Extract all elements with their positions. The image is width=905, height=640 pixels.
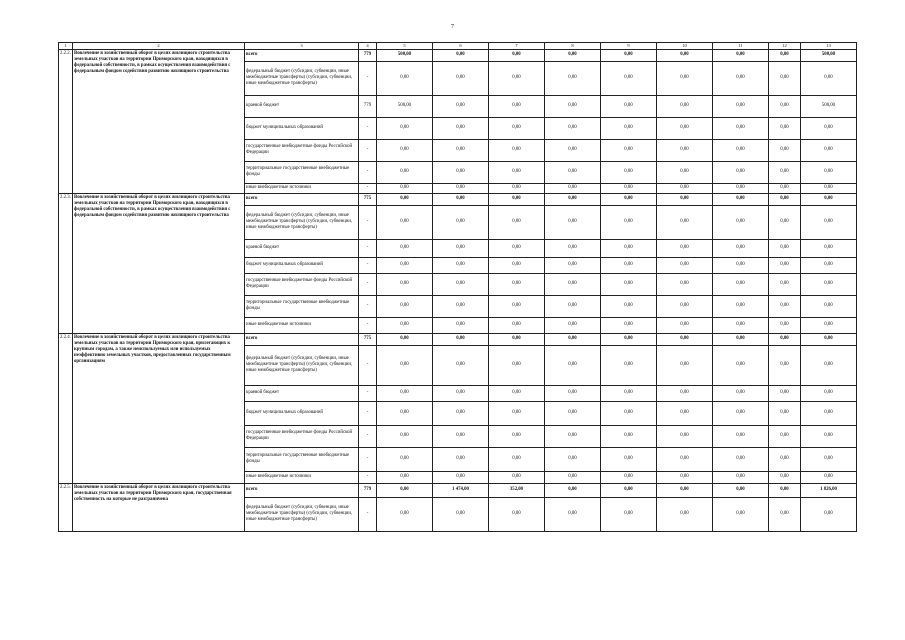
amount-cell: 0,00 (713, 385, 769, 401)
administrator-code: - (359, 239, 377, 257)
amount-cell: 0,00 (769, 317, 801, 333)
amount-cell: 0,00 (545, 295, 601, 317)
funding-source: государственные внебюджетные фонды Российской Федерации (245, 139, 359, 161)
budget-table (58, 42, 857, 532)
amount-cell: 0,00 (377, 401, 433, 425)
amount-cell: 500,00 (377, 49, 433, 61)
amount-cell: 0,00 (377, 483, 433, 497)
amount-cell: 0,00 (601, 317, 657, 333)
amount-cell: 0,00 (769, 425, 801, 447)
amount-cell: 0,00 (489, 239, 545, 257)
funding-source: территориальные государственные внебюджетные фонды (245, 161, 359, 183)
amount-cell: 0,00 (713, 61, 769, 95)
amount-cell: 0,00 (713, 183, 769, 193)
amount-cell: 0,00 (769, 139, 801, 161)
funding-source: федеральный бюджет (субсидии, субвенции, иные межбюджетные трансферты) (субсидии, субвенции, иные межбюджетные трансферты) (245, 205, 359, 239)
column-number-3: 3 (245, 43, 359, 50)
column-number-1: 1 (59, 43, 73, 50)
amount-cell: 0,00 (713, 471, 769, 483)
amount-cell: 0,00 (545, 95, 601, 117)
amount-cell: 0,00 (433, 333, 489, 345)
amount-cell: 0,00 (801, 193, 857, 205)
amount-cell: 0,00 (377, 471, 433, 483)
amount-cell: 0,00 (545, 139, 601, 161)
amount-cell: 0,00 (601, 447, 657, 471)
amount-cell: 0,00 (801, 61, 857, 95)
amount-cell: 0,00 (657, 95, 713, 117)
funding-source: территориальные государственные внебюджетные фонды (245, 447, 359, 471)
amount-cell: 0,00 (801, 295, 857, 317)
amount-cell: 0,00 (657, 257, 713, 273)
amount-cell: 500,00 (801, 95, 857, 117)
amount-cell: 0,00 (801, 139, 857, 161)
amount-cell: 0,00 (545, 401, 601, 425)
amount-cell: 0,00 (489, 257, 545, 273)
amount-cell: 0,00 (489, 401, 545, 425)
funding-source: федеральный бюджет (субсидии, субвенции, иные межбюджетные трансферты) (субсидии, субвенции, иные межбюджетные трансферты) (245, 345, 359, 385)
amount-cell: 0,00 (489, 273, 545, 295)
amount-cell: 0,00 (545, 257, 601, 273)
amount-cell: 0,00 (601, 401, 657, 425)
amount-cell: 0,00 (489, 447, 545, 471)
amount-cell: 0,00 (657, 333, 713, 345)
amount-cell: 0,00 (545, 425, 601, 447)
amount-cell: 0,00 (377, 183, 433, 193)
amount-cell: 0,00 (377, 425, 433, 447)
amount-cell: 0,00 (657, 117, 713, 139)
amount-cell: 0,00 (601, 295, 657, 317)
amount-cell: 0,00 (801, 317, 857, 333)
amount-cell: 0,00 (433, 205, 489, 239)
amount-cell: 0,00 (769, 471, 801, 483)
column-number-10: 10 (657, 43, 713, 50)
amount-cell: 0,00 (489, 117, 545, 139)
amount-cell: 0,00 (377, 497, 433, 531)
amount-cell: 0,00 (713, 139, 769, 161)
column-number-11: 11 (713, 43, 769, 50)
amount-cell: 0,00 (433, 161, 489, 183)
amount-cell: 0,00 (657, 139, 713, 161)
amount-cell: 0,00 (489, 161, 545, 183)
amount-cell: 0,00 (489, 95, 545, 117)
table-row (59, 483, 857, 497)
amount-cell: 0,00 (545, 61, 601, 95)
funding-source: всего (245, 193, 359, 205)
amount-cell: 0,00 (489, 61, 545, 95)
amount-cell: 0,00 (433, 95, 489, 117)
amount-cell: 0,00 (489, 425, 545, 447)
amount-cell: 0,00 (713, 401, 769, 425)
amount-cell: 0,00 (433, 49, 489, 61)
amount-cell: 0,00 (601, 239, 657, 257)
amount-cell: 0,00 (657, 205, 713, 239)
amount-cell: 0,00 (801, 345, 857, 385)
amount-cell: 0,00 (657, 161, 713, 183)
amount-cell: 0,00 (377, 257, 433, 273)
amount-cell: 0,00 (769, 273, 801, 295)
amount-cell: 0,00 (545, 239, 601, 257)
amount-cell: 0,00 (545, 497, 601, 531)
amount-cell: 0,00 (489, 205, 545, 239)
amount-cell: 0,00 (769, 61, 801, 95)
amount-cell: 0,00 (601, 333, 657, 345)
amount-cell: 0,00 (377, 295, 433, 317)
funding-source: краевой бюджет (245, 385, 359, 401)
funding-source: иные внебюджетные источники (245, 317, 359, 333)
section-code: 2.2.2. (59, 49, 73, 193)
amount-cell: 0,00 (769, 193, 801, 205)
amount-cell: 0,00 (545, 447, 601, 471)
amount-cell: 0,00 (769, 345, 801, 385)
administrator-code: 775 (359, 333, 377, 345)
amount-cell: 0,00 (769, 333, 801, 345)
amount-cell: 500,00 (377, 95, 433, 117)
amount-cell: 0,00 (545, 317, 601, 333)
amount-cell: 0,00 (657, 295, 713, 317)
amount-cell: 0,00 (769, 117, 801, 139)
administrator-code: - (359, 61, 377, 95)
amount-cell: 0,00 (377, 117, 433, 139)
amount-cell: 0,00 (489, 183, 545, 193)
amount-cell: 0,00 (713, 483, 769, 497)
administrator-code: - (359, 257, 377, 273)
amount-cell: 0,00 (545, 117, 601, 139)
amount-cell: 0,00 (657, 317, 713, 333)
amount-cell: 0,00 (545, 49, 601, 61)
amount-cell: 0,00 (713, 205, 769, 239)
funding-source: бюджет муниципальных образований (245, 117, 359, 139)
amount-cell: 0,00 (713, 447, 769, 471)
amount-cell: 0,00 (769, 161, 801, 183)
table-row (59, 49, 857, 61)
funding-source: иные внебюджетные источники (245, 471, 359, 483)
column-number-12: 12 (769, 43, 801, 50)
amount-cell: 0,00 (433, 257, 489, 273)
amount-cell: 0,00 (601, 61, 657, 95)
table-row (59, 333, 857, 345)
administrator-code: 779 (359, 95, 377, 117)
amount-cell: 0,00 (489, 193, 545, 205)
administrator-code: - (359, 471, 377, 483)
administrator-code: 779 (359, 483, 377, 497)
amount-cell: 0,00 (713, 95, 769, 117)
amount-cell: 0,00 (601, 497, 657, 531)
amount-cell: 0,00 (601, 117, 657, 139)
amount-cell: 0,00 (769, 183, 801, 193)
column-number-7: 7 (489, 43, 545, 50)
amount-cell: 0,00 (377, 193, 433, 205)
section-code: 2.2.3. (59, 193, 73, 333)
amount-cell: 0,00 (601, 183, 657, 193)
amount-cell: 0,00 (713, 317, 769, 333)
amount-cell: 0,00 (545, 161, 601, 183)
amount-cell: 0,00 (433, 139, 489, 161)
funding-source: государственные внебюджетные фонды Российской Федерации (245, 273, 359, 295)
column-number-4: 4 (359, 43, 377, 50)
amount-cell: 0,00 (769, 95, 801, 117)
amount-cell: 0,00 (713, 193, 769, 205)
amount-cell: 0,00 (433, 183, 489, 193)
section-code: 2.2.5. (59, 483, 73, 531)
amount-cell: 0,00 (433, 61, 489, 95)
funding-source: бюджет муниципальных образований (245, 257, 359, 273)
amount-cell: 0,00 (489, 317, 545, 333)
amount-cell: 0,00 (801, 257, 857, 273)
column-number-9: 9 (601, 43, 657, 50)
funding-source: федеральный бюджет (субсидии, субвенции, иные межбюджетные трансферты) (субсидии, субвенции, иные межбюджетные трансферты) (245, 497, 359, 531)
amount-cell: 0,00 (801, 183, 857, 193)
funding-source: иные внебюджетные источники (245, 183, 359, 193)
administrator-code: 779 (359, 49, 377, 61)
amount-cell: 0,00 (601, 49, 657, 61)
amount-cell: 0,00 (713, 117, 769, 139)
amount-cell: 0,00 (657, 239, 713, 257)
section-title: Вовлечение в хозяйственный оборот в целях жилищного строительства земельных участков на территории Приморского края, прилегающих к крупным городам, а также неиспользуемых или используемых неэффективно земельных участков, предоставленных государственным организациям (73, 333, 245, 483)
amount-cell: 0,00 (801, 273, 857, 295)
amount-cell: 0,00 (801, 161, 857, 183)
administrator-code: - (359, 497, 377, 531)
amount-cell: 0,00 (657, 497, 713, 531)
amount-cell: 0,00 (601, 345, 657, 385)
amount-cell: 0,00 (545, 385, 601, 401)
amount-cell: 0,00 (601, 385, 657, 401)
amount-cell: 0,00 (489, 345, 545, 385)
amount-cell: 0,00 (433, 239, 489, 257)
amount-cell: 0,00 (769, 447, 801, 471)
column-number-6: 6 (433, 43, 489, 50)
amount-cell: 0,00 (545, 333, 601, 345)
funding-source: территориальные государственные внебюджетные фонды (245, 295, 359, 317)
administrator-code: 775 (359, 193, 377, 205)
amount-cell: 0,00 (377, 345, 433, 385)
amount-cell: 0,00 (433, 447, 489, 471)
amount-cell: 0,00 (769, 483, 801, 497)
amount-cell: 0,00 (601, 95, 657, 117)
amount-cell: 0,00 (769, 49, 801, 61)
amount-cell: 500,00 (801, 49, 857, 61)
table-row (59, 193, 857, 205)
amount-cell: 0,00 (657, 345, 713, 385)
amount-cell: 0,00 (713, 239, 769, 257)
amount-cell: 0,00 (377, 139, 433, 161)
column-number-13: 13 (801, 43, 857, 50)
amount-cell: 0,00 (769, 239, 801, 257)
page-number: 7 (451, 24, 454, 30)
administrator-code: - (359, 317, 377, 333)
amount-cell: 0,00 (489, 295, 545, 317)
funding-source: всего (245, 49, 359, 61)
amount-cell: 0,00 (601, 471, 657, 483)
amount-cell: 0,00 (769, 295, 801, 317)
amount-cell: 0,00 (801, 447, 857, 471)
amount-cell: 0,00 (713, 49, 769, 61)
amount-cell: 0,00 (801, 205, 857, 239)
column-number-8: 8 (545, 43, 601, 50)
amount-cell: 0,00 (769, 257, 801, 273)
amount-cell: 0,00 (545, 345, 601, 385)
table-body (59, 43, 857, 532)
section-title: Вовлечение в хозяйственный оборот в целях жилищного строительства земельных участков на территории Приморского края, государственная собственность на которые не разграничена (73, 483, 245, 531)
amount-cell: 0,00 (601, 425, 657, 447)
amount-cell: 0,00 (713, 345, 769, 385)
column-number-2: 2 (73, 43, 245, 50)
amount-cell: 0,00 (601, 193, 657, 205)
amount-cell: 0,00 (377, 273, 433, 295)
amount-cell: 0,00 (433, 425, 489, 447)
administrator-code: - (359, 161, 377, 183)
amount-cell: 0,00 (433, 345, 489, 385)
amount-cell: 0,00 (657, 471, 713, 483)
amount-cell: 0,00 (801, 385, 857, 401)
amount-cell: 0,00 (601, 205, 657, 239)
amount-cell: 0,00 (657, 61, 713, 95)
administrator-code: - (359, 425, 377, 447)
amount-cell: 0,00 (801, 497, 857, 531)
amount-cell: 0,00 (489, 139, 545, 161)
funding-source: бюджет муниципальных образований (245, 401, 359, 425)
amount-cell: 0,00 (657, 483, 713, 497)
amount-cell: 0,00 (377, 333, 433, 345)
amount-cell: 0,00 (769, 497, 801, 531)
amount-cell: 0,00 (657, 273, 713, 295)
section-title: Вовлечение в хозяйственный оборот в целях жилищного строительства земельных участков на территории Приморского края, находящихся в федеральной собственности, в рамках осуществления взаимодействия с федеральным фондом содействия развитию жилищного строительства (73, 49, 245, 193)
amount-cell: 0,00 (713, 425, 769, 447)
amount-cell: 0,00 (433, 273, 489, 295)
amount-cell: 0,00 (433, 497, 489, 531)
amount-cell: 0,00 (377, 385, 433, 401)
amount-cell: 0,00 (601, 139, 657, 161)
amount-cell: 0,00 (801, 425, 857, 447)
amount-cell: 0,00 (433, 117, 489, 139)
amount-cell: 0,00 (657, 401, 713, 425)
amount-cell: 0,00 (545, 471, 601, 483)
amount-cell: 0,00 (545, 183, 601, 193)
column-number-row (59, 43, 857, 50)
amount-cell: 1 826,00 (801, 483, 857, 497)
amount-cell: 0,00 (601, 483, 657, 497)
administrator-code: - (359, 295, 377, 317)
funding-source: краевой бюджет (245, 239, 359, 257)
amount-cell: 0,00 (801, 239, 857, 257)
amount-cell: 0,00 (377, 205, 433, 239)
funding-source: федеральный бюджет (субсидии, субвенции, иные межбюджетные трансферты) (субсидии, субвенции, иные межбюджетные трансферты) (245, 61, 359, 95)
amount-cell: 0,00 (657, 193, 713, 205)
amount-cell: 0,00 (801, 471, 857, 483)
amount-cell: 0,00 (489, 497, 545, 531)
administrator-code: - (359, 205, 377, 239)
amount-cell: 0,00 (601, 273, 657, 295)
amount-cell: 1 474,00 (433, 483, 489, 497)
amount-cell: 0,00 (489, 385, 545, 401)
administrator-code: - (359, 117, 377, 139)
administrator-code: - (359, 273, 377, 295)
amount-cell: 0,00 (769, 385, 801, 401)
amount-cell: 0,00 (657, 183, 713, 193)
amount-cell: 0,00 (433, 317, 489, 333)
administrator-code: - (359, 385, 377, 401)
funding-source: краевой бюджет (245, 95, 359, 117)
amount-cell: 0,00 (489, 49, 545, 61)
administrator-code: - (359, 139, 377, 161)
amount-cell: 0,00 (377, 447, 433, 471)
amount-cell: 0,00 (545, 273, 601, 295)
amount-cell: 0,00 (489, 333, 545, 345)
section-title: Вовлечение в хозяйственный оборот в целях жилищного строительства земельных участков на территории Приморского края, находящихся в федеральной собственности, в рамках осуществления взаимодействия с федеральным фондом содействия развитию жилищного строительства (73, 193, 245, 333)
section-code: 2.2.4. (59, 333, 73, 483)
amount-cell: 0,00 (801, 117, 857, 139)
amount-cell: 0,00 (545, 193, 601, 205)
amount-cell: 0,00 (601, 257, 657, 273)
amount-cell: 0,00 (801, 333, 857, 345)
amount-cell: 0,00 (713, 497, 769, 531)
administrator-code: - (359, 447, 377, 471)
amount-cell: 0,00 (657, 425, 713, 447)
administrator-code: - (359, 401, 377, 425)
funding-source: всего (245, 333, 359, 345)
amount-cell: 0,00 (769, 205, 801, 239)
amount-cell: 0,00 (433, 471, 489, 483)
amount-cell: 0,00 (545, 483, 601, 497)
amount-cell: 0,00 (769, 401, 801, 425)
column-number-5: 5 (377, 43, 433, 50)
amount-cell: 0,00 (801, 401, 857, 425)
amount-cell: 0,00 (545, 205, 601, 239)
amount-cell: 0,00 (713, 257, 769, 273)
amount-cell: 0,00 (657, 447, 713, 471)
amount-cell: 0,00 (489, 471, 545, 483)
amount-cell: 0,00 (713, 273, 769, 295)
amount-cell: 352,00 (489, 483, 545, 497)
administrator-code: - (359, 183, 377, 193)
amount-cell: 0,00 (377, 161, 433, 183)
amount-cell: 0,00 (713, 161, 769, 183)
amount-cell: 0,00 (713, 295, 769, 317)
funding-source: всего (245, 483, 359, 497)
amount-cell: 0,00 (433, 295, 489, 317)
funding-source: государственные внебюджетные фонды Российской Федерации (245, 425, 359, 447)
amount-cell: 0,00 (433, 193, 489, 205)
amount-cell: 0,00 (657, 385, 713, 401)
amount-cell: 0,00 (433, 385, 489, 401)
amount-cell: 0,00 (433, 401, 489, 425)
amount-cell: 0,00 (601, 161, 657, 183)
amount-cell: 0,00 (657, 49, 713, 61)
amount-cell: 0,00 (377, 317, 433, 333)
amount-cell: 0,00 (713, 333, 769, 345)
amount-cell: 0,00 (377, 61, 433, 95)
administrator-code: - (359, 345, 377, 385)
amount-cell: 0,00 (377, 239, 433, 257)
